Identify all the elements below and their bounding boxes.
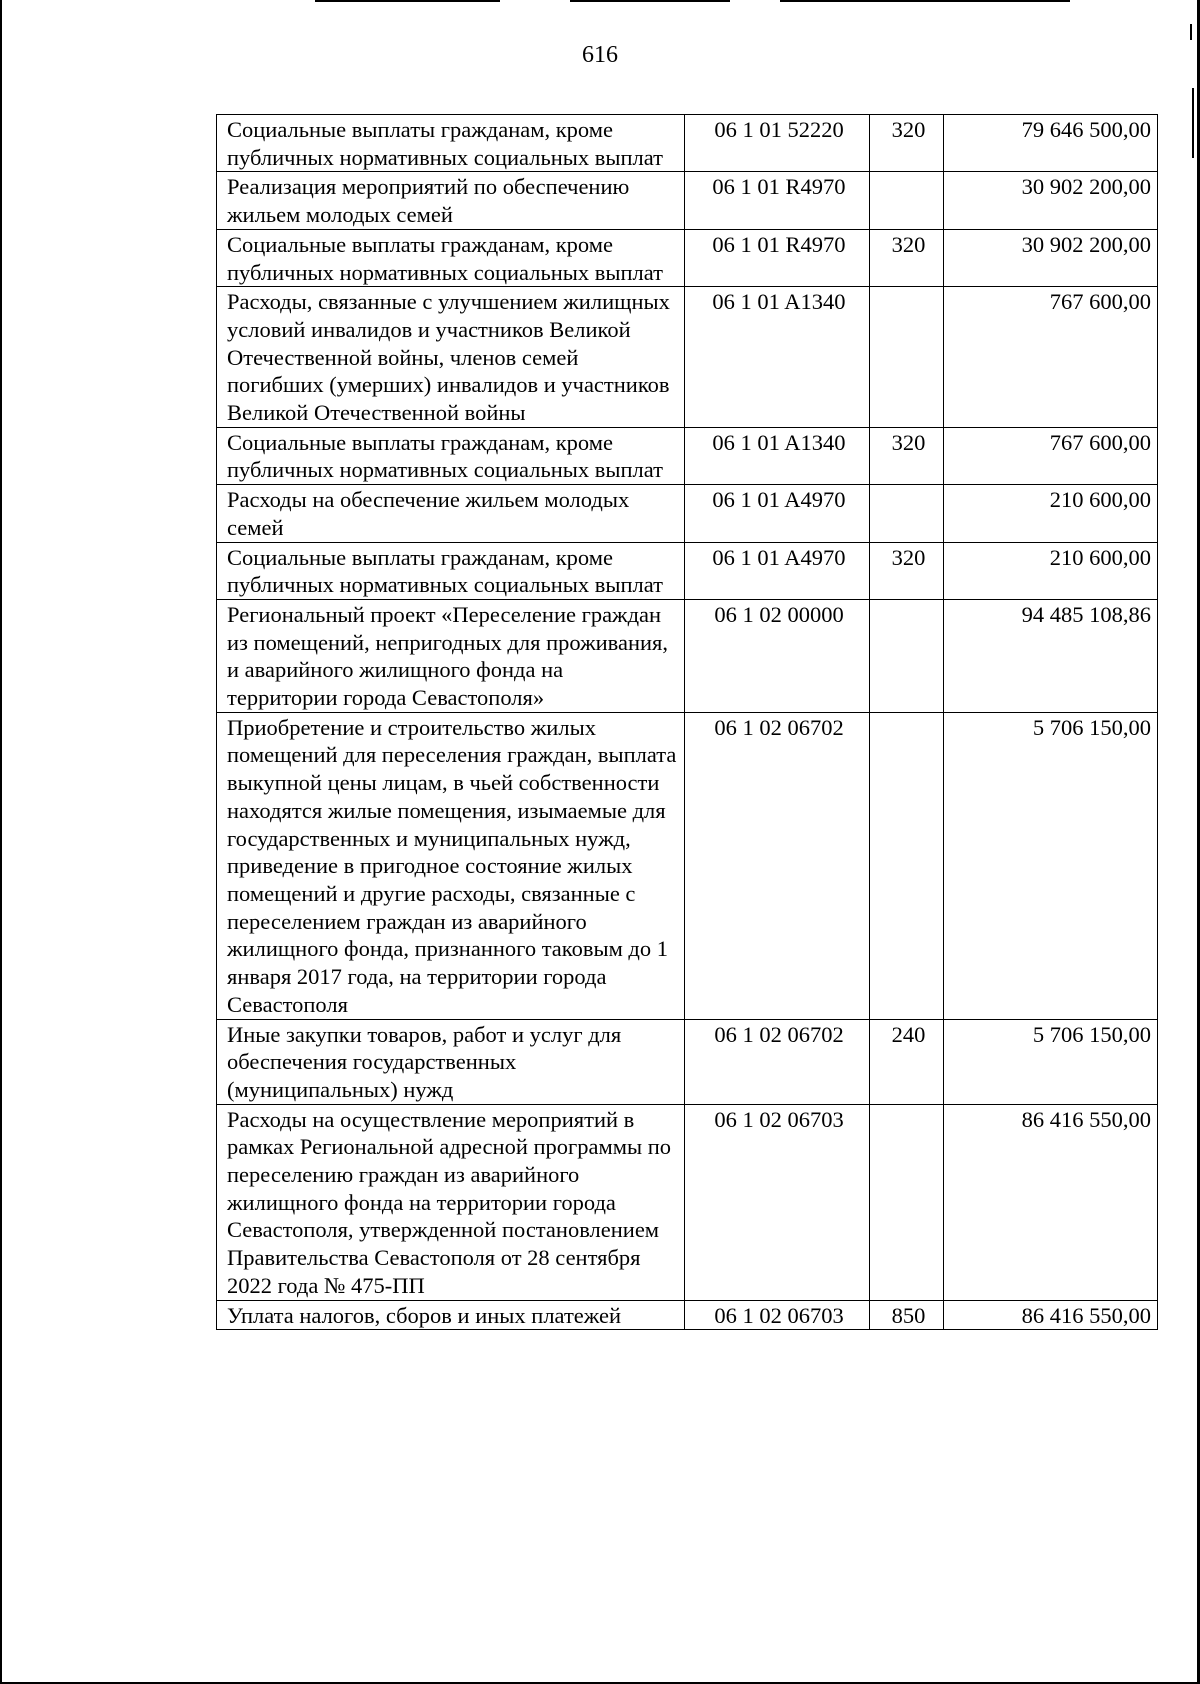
expense-name-cell: Социальные выплаты гражданам, кроме публичных нормативных социальных выплат <box>217 427 685 484</box>
expense-type-cell <box>870 1104 944 1300</box>
expense-type-cell: 320 <box>870 427 944 484</box>
scan-edge-top-2 <box>570 0 730 2</box>
target-article-code-cell: 06 1 02 06702 <box>685 712 870 1019</box>
page-number: 616 <box>582 42 618 68</box>
table-row <box>217 1104 1158 1300</box>
expense-name-cell: Расходы, связанные с улучшением жилищных условий инвалидов и участников Великой Отечественной войны, членов семей погибших (умерших) инвалидов и участников Великой Отечественной войны <box>217 287 685 428</box>
scan-mark-1 <box>1190 24 1192 40</box>
table-row <box>217 485 1158 542</box>
target-article-code-cell: 06 1 02 06703 <box>685 1300 870 1330</box>
table-row <box>217 1300 1158 1330</box>
expense-type-cell: 320 <box>870 229 944 286</box>
scan-edge-left <box>0 0 2 1684</box>
expense-name-cell: Иные закупки товаров, работ и услуг для обеспечения государственных (муниципальных) нужд <box>217 1019 685 1104</box>
expense-type-cell <box>870 287 944 428</box>
expense-name-cell: Социальные выплаты гражданам, кроме публичных нормативных социальных выплат <box>217 542 685 599</box>
target-article-code-cell: 06 1 02 06702 <box>685 1019 870 1104</box>
table-row <box>217 287 1158 428</box>
target-article-code-cell: 06 1 02 06703 <box>685 1104 870 1300</box>
budget-table-body <box>217 115 1158 1330</box>
amount-cell: 30 902 200,00 <box>944 229 1158 286</box>
amount-cell: 86 416 550,00 <box>944 1300 1158 1330</box>
expense-type-cell <box>870 599 944 712</box>
expense-name-cell: Уплата налогов, сборов и иных платежей <box>217 1300 685 1330</box>
amount-cell: 5 706 150,00 <box>944 1019 1158 1104</box>
expense-name-cell: Реализация мероприятий по обеспечению жильем молодых семей <box>217 172 685 229</box>
amount-cell: 86 416 550,00 <box>944 1104 1158 1300</box>
table-row <box>217 115 1158 172</box>
expense-type-cell <box>870 485 944 542</box>
expense-name-cell: Социальные выплаты гражданам, кроме публичных нормативных социальных выплат <box>217 115 685 172</box>
expense-name-cell: Региональный проект «Переселение граждан из помещений, непригодных для проживания, и аварийного жилищного фонда на территории города Севастополя» <box>217 599 685 712</box>
amount-cell: 94 485 108,86 <box>944 599 1158 712</box>
target-article-code-cell: 06 1 02 00000 <box>685 599 870 712</box>
table-row <box>217 599 1158 712</box>
amount-cell: 5 706 150,00 <box>944 712 1158 1019</box>
expense-name-cell: Социальные выплаты гражданам, кроме публичных нормативных социальных выплат <box>217 229 685 286</box>
target-article-code-cell: 06 1 01 52220 <box>685 115 870 172</box>
amount-cell: 210 600,00 <box>944 485 1158 542</box>
amount-cell: 767 600,00 <box>944 427 1158 484</box>
amount-cell: 767 600,00 <box>944 287 1158 428</box>
expense-type-cell: 320 <box>870 542 944 599</box>
expense-type-cell: 320 <box>870 115 944 172</box>
amount-cell: 210 600,00 <box>944 542 1158 599</box>
target-article-code-cell: 06 1 01 R4970 <box>685 229 870 286</box>
expense-type-cell: 240 <box>870 1019 944 1104</box>
table-row <box>217 229 1158 286</box>
expense-type-cell <box>870 172 944 229</box>
scan-edge-top-1 <box>315 0 500 2</box>
target-article-code-cell: 06 1 01 A4970 <box>685 485 870 542</box>
table-row <box>217 172 1158 229</box>
expense-type-cell <box>870 712 944 1019</box>
scan-edge-top-3 <box>780 0 1070 2</box>
target-article-code-cell: 06 1 01 A1340 <box>685 427 870 484</box>
expense-name-cell: Расходы на осуществление мероприятий в рамках Региональной адресной программы по переселению граждан из аварийного жилищного фонда на территории города Севастополя, утвержденной постановлением Правительства Севастополя от 28 сентября 2022 года № 475-ПП <box>217 1104 685 1300</box>
budget-table <box>216 114 1158 1330</box>
table-row <box>217 712 1158 1019</box>
expense-type-cell: 850 <box>870 1300 944 1330</box>
table-row <box>217 542 1158 599</box>
expense-name-cell: Расходы на обеспечение жильем молодых семей <box>217 485 685 542</box>
amount-cell: 79 646 500,00 <box>944 115 1158 172</box>
target-article-code-cell: 06 1 01 R4970 <box>685 172 870 229</box>
table-row <box>217 1019 1158 1104</box>
target-article-code-cell: 06 1 01 A1340 <box>685 287 870 428</box>
scan-mark-2 <box>1192 88 1194 158</box>
table-row <box>217 427 1158 484</box>
amount-cell: 30 902 200,00 <box>944 172 1158 229</box>
expense-name-cell: Приобретение и строительство жилых помещений для переселения граждан, выплата выкупной цены лицам, в чьей собственности находятся жилые помещения, изымаемые для государственных и муниципальных нужд, приведение в пригодное состояние жилых помещений и другие расходы, связанные с переселением граждан из аварийного жилищного фонда, признанного таковым до 1 января 2017 года, на территории города Севастополя <box>217 712 685 1019</box>
target-article-code-cell: 06 1 01 A4970 <box>685 542 870 599</box>
